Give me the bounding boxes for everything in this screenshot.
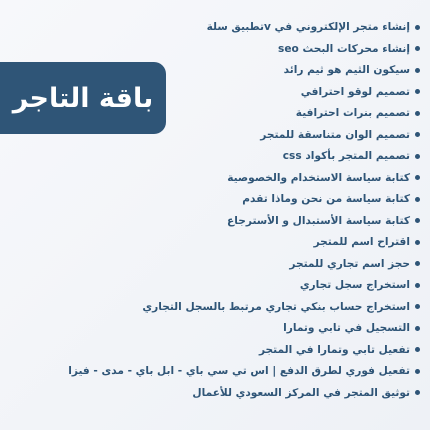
feature-item [162,383,420,405]
feature-item [162,103,420,125]
feature-item [162,168,420,190]
feature-item [162,254,420,276]
feature-item [162,60,420,82]
feature-item [162,340,420,362]
bullet-dot-icon [415,154,420,159]
feature-item [162,146,420,168]
feature-text: تفعيل فوري لطرق الدفع | اس تي سي باي - ابل باي - مدى - فيزا [68,365,410,377]
bullet-dot-icon [415,326,420,331]
bullet-dot-icon [415,390,420,395]
bullet-dot-icon [415,89,420,94]
feature-item [162,125,420,147]
feature-text: تصميم الوان متناسقة للمتجر [260,128,410,141]
bullet-dot-icon [415,240,420,245]
feature-text: تصميم لوقو احترافي [300,85,410,98]
feature-text: إنشاء محركات البحث seo [278,42,410,55]
feature-text: كتابة سياسة الأستبدال و الأسترجاع [227,214,410,227]
feature-text: سيكون الثيم هو ثيم رائد [283,64,410,76]
feature-item [162,189,420,211]
package-title-badge [0,62,166,134]
feature-item [162,82,420,104]
bullet-dot-icon [415,197,420,202]
feature-item [162,232,420,254]
bullet-dot-icon [415,304,420,309]
bullet-dot-icon [415,46,420,51]
feature-item [162,275,420,297]
feature-text: تفعيل تابي وتمارا في المتجر [258,343,410,356]
feature-item [162,318,420,340]
bullet-dot-icon [415,25,420,30]
feature-text: كتابة سياسة الاستخدام والخصوصية [227,171,410,184]
package-title: باقة التاجر [12,82,154,114]
feature-item [162,39,420,61]
feature-item [162,211,420,233]
bullet-dot-icon [415,111,420,116]
feature-text: حجز اسم تجاري للمتجر [289,257,410,270]
feature-text: اقتراح اسم للمتجر [313,236,410,248]
bullet-dot-icon [415,283,420,288]
feature-text: توثيق المتجر في المركز السعودي للأعمال [192,386,410,399]
feature-text: التسجيل في تابي وتمارا [283,322,410,334]
bullet-dot-icon [415,369,420,374]
feature-item [68,361,420,383]
feature-item [142,297,420,319]
bullet-dot-icon [415,347,420,352]
feature-text: تصميم بنرات احترافية [295,107,410,119]
feature-text: إنشاء متجر الإلكتروني في vتطبيق سلة [206,21,410,33]
feature-text: استخراج حساب بنكي تجاري مرتبط بالسجل التجاري [142,300,410,313]
feature-text: كتابة سياسة من نحن وماذا تقدم [242,193,410,205]
feature-item [162,17,420,39]
bullet-dot-icon [415,132,420,137]
bullet-dot-icon [415,261,420,266]
feature-text: استخراج سجل تجاري [299,279,410,291]
feature-text: تصميم المتجر بأكواد css [282,150,410,162]
bullet-dot-icon [415,68,420,73]
bullet-dot-icon [415,175,420,180]
bullet-dot-icon [415,218,420,223]
